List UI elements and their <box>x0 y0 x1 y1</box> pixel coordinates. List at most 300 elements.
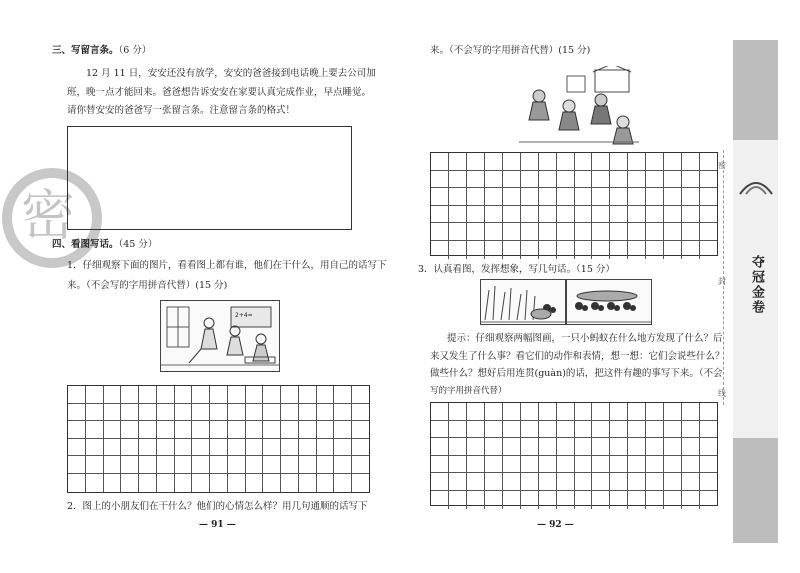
grid-cell <box>646 403 664 421</box>
section3-para-line: 班，晚一点才能回来。爸爸想告诉安安在家要认真完成作业，早点睡觉。 <box>67 87 372 98</box>
section3-para-line: 请你替安安的爸爸写一张留言条。注意留言条的格式！ <box>67 105 296 116</box>
grid-cell <box>210 421 228 439</box>
grid-cell <box>228 456 246 474</box>
grid-cell <box>503 438 521 456</box>
grid-cell <box>521 188 539 206</box>
grid-row <box>431 153 717 171</box>
ant-panel-1 <box>480 279 566 325</box>
grid-cell <box>485 473 503 491</box>
grid-cell <box>352 386 369 404</box>
grid-cell <box>299 421 317 439</box>
grid-cell <box>664 153 682 171</box>
grid-cell <box>700 241 717 259</box>
grid-cell <box>86 421 104 439</box>
grid-cell <box>449 171 467 189</box>
grid-cell <box>682 438 700 456</box>
grid-cell <box>592 153 610 171</box>
grid-cell <box>664 206 682 224</box>
grid-cell <box>521 241 539 259</box>
grid-cell <box>246 386 264 404</box>
grid-cell <box>539 206 557 224</box>
grid-cell <box>431 456 449 474</box>
right-page <box>400 0 730 573</box>
brand-title: 夺冠金卷 <box>749 255 764 315</box>
grid-cell <box>592 491 610 509</box>
q2-prompt-cont: 来。（不会写的字用拼音代替）(15 分) <box>430 45 591 56</box>
grid-cell <box>334 474 352 492</box>
grid-cell <box>299 456 317 474</box>
grid-cell <box>521 421 539 439</box>
grid-cell <box>281 456 299 474</box>
grid-cell <box>628 223 646 241</box>
grid-cell <box>68 456 86 474</box>
sidebar-top-band <box>733 40 778 140</box>
grid-cell <box>700 421 717 439</box>
ant-panel-2 <box>566 279 652 325</box>
grid-cell <box>104 439 122 457</box>
grid-cell <box>664 421 682 439</box>
grid-cell <box>646 223 664 241</box>
grid-cell <box>503 456 521 474</box>
grid-cell <box>592 241 610 259</box>
grid-cell <box>352 474 369 492</box>
grid-cell <box>646 491 664 509</box>
cut-label-feng: 封 <box>718 277 726 286</box>
cut-label-mi: 密 <box>718 161 726 170</box>
grid-cell <box>68 386 86 404</box>
grid-cell <box>610 223 628 241</box>
grid-row <box>431 403 717 421</box>
grid-row <box>431 223 717 241</box>
grid-cell <box>575 241 593 259</box>
grid-row <box>68 456 369 474</box>
grid-row <box>431 206 717 224</box>
grid-cell <box>263 421 281 439</box>
grid-cell <box>317 386 335 404</box>
grid-cell <box>682 473 700 491</box>
grid-cell <box>682 456 700 474</box>
section4-heading <box>52 238 157 252</box>
grid-cell <box>228 421 246 439</box>
grid-cell <box>157 456 175 474</box>
grid-cell <box>352 404 369 422</box>
grid-cell <box>700 473 717 491</box>
grid-cell <box>467 153 485 171</box>
grid-cell <box>281 386 299 404</box>
grid-cell <box>157 421 175 439</box>
grid-cell <box>664 241 682 259</box>
grid-cell <box>557 456 575 474</box>
grid-cell <box>431 206 449 224</box>
grid-cell <box>121 404 139 422</box>
grid-cell <box>592 438 610 456</box>
grid-cell <box>610 456 628 474</box>
grid-cell <box>467 188 485 206</box>
grid-cell <box>521 491 539 509</box>
grid-cell <box>646 421 664 439</box>
q2-writing-grid[interactable] <box>430 152 718 256</box>
grid-cell <box>334 421 352 439</box>
grid-cell <box>521 438 539 456</box>
grid-cell <box>592 188 610 206</box>
grid-cell <box>139 474 157 492</box>
grid-row <box>68 404 369 422</box>
q3-prompt: 3．认真看图，发挥想象，写几句话。（15 分） <box>418 264 615 275</box>
grid-cell <box>628 456 646 474</box>
brand-sidebar <box>733 40 778 543</box>
grid-cell <box>121 439 139 457</box>
grid-cell <box>192 421 210 439</box>
grid-cell <box>521 153 539 171</box>
grid-cell <box>467 456 485 474</box>
grid-cell <box>700 491 717 509</box>
grid-cell <box>646 188 664 206</box>
grid-row <box>68 386 369 404</box>
grid-cell <box>299 404 317 422</box>
grid-row <box>431 473 717 491</box>
grid-cell <box>521 473 539 491</box>
grid-cell <box>121 474 139 492</box>
grid-cell <box>485 456 503 474</box>
grid-cell <box>246 456 264 474</box>
grid-cell <box>192 456 210 474</box>
grid-cell <box>485 491 503 509</box>
grid-cell <box>646 153 664 171</box>
grid-cell <box>628 491 646 509</box>
grid-cell <box>192 474 210 492</box>
seal-char: 密 <box>21 184 75 247</box>
grid-cell <box>628 188 646 206</box>
grid-cell <box>139 404 157 422</box>
grid-cell <box>263 404 281 422</box>
classroom-drawing <box>161 301 279 371</box>
grid-cell <box>175 456 193 474</box>
grid-cell <box>104 474 122 492</box>
grid-cell <box>246 439 264 457</box>
grid-cell <box>503 473 521 491</box>
grid-cell <box>246 421 264 439</box>
grid-cell <box>139 439 157 457</box>
grid-cell <box>646 438 664 456</box>
grid-cell <box>352 421 369 439</box>
grid-cell <box>263 456 281 474</box>
grid-cell <box>449 491 467 509</box>
grid-cell <box>592 206 610 224</box>
grid-cell <box>317 404 335 422</box>
grid-cell <box>317 474 335 492</box>
grid-row <box>68 474 369 492</box>
grid-cell <box>539 188 557 206</box>
grid-cell <box>682 223 700 241</box>
grid-cell <box>557 171 575 189</box>
grid-cell <box>175 474 193 492</box>
hint-line: 做些什么？想好后用连贯(guàn)的话，把这件有趣的事写下来。（不会 <box>430 368 723 379</box>
grid-cell <box>503 206 521 224</box>
grid-cell <box>68 474 86 492</box>
page-number-left: — 91 — <box>199 520 236 530</box>
grid-cell <box>210 386 228 404</box>
grid-cell <box>485 171 503 189</box>
grid-cell <box>485 438 503 456</box>
grid-cell <box>139 386 157 404</box>
grid-row <box>431 438 717 456</box>
grid-cell <box>539 223 557 241</box>
grid-cell <box>610 421 628 439</box>
grid-cell <box>682 188 700 206</box>
grid-cell <box>646 473 664 491</box>
grid-cell <box>228 439 246 457</box>
grid-cell <box>539 241 557 259</box>
grid-cell <box>86 456 104 474</box>
grid-cell <box>521 456 539 474</box>
grid-cell <box>521 223 539 241</box>
grid-cell <box>575 438 593 456</box>
grid-cell <box>86 439 104 457</box>
grid-cell <box>485 188 503 206</box>
grid-cell <box>192 404 210 422</box>
grid-cell <box>431 491 449 509</box>
grid-cell <box>628 438 646 456</box>
q1-prompt-line: 1．仔细观察下面的图片，看看图上都有谁，他们在干什么，用自己的话写下 <box>67 260 387 271</box>
grid-cell <box>449 473 467 491</box>
section4-title: 四、看图写话。 <box>52 239 119 250</box>
grid-cell <box>104 456 122 474</box>
grid-cell <box>139 421 157 439</box>
grid-cell <box>503 403 521 421</box>
grid-row <box>431 171 717 189</box>
grid-cell <box>557 438 575 456</box>
grid-cell <box>299 439 317 457</box>
grid-row <box>68 439 369 457</box>
grid-cell <box>664 171 682 189</box>
grid-cell <box>485 206 503 224</box>
grid-cell <box>539 153 557 171</box>
grid-cell <box>104 386 122 404</box>
grid-cell <box>104 404 122 422</box>
grid-cell <box>610 171 628 189</box>
grid-cell <box>700 223 717 241</box>
grid-cell <box>575 421 593 439</box>
grid-cell <box>539 171 557 189</box>
grid-cell <box>610 188 628 206</box>
grid-cell <box>557 491 575 509</box>
grid-cell <box>521 206 539 224</box>
q3-writing-grid[interactable] <box>430 402 718 506</box>
grid-cell <box>682 421 700 439</box>
grid-cell <box>431 421 449 439</box>
grid-cell <box>575 206 593 224</box>
publisher-logo <box>738 170 774 198</box>
grid-cell <box>68 421 86 439</box>
grid-cell <box>121 421 139 439</box>
grid-cell <box>334 386 352 404</box>
grid-cell <box>467 223 485 241</box>
section3-title: 三、写留言条。 <box>52 45 119 56</box>
grid-cell <box>467 206 485 224</box>
grid-cell <box>557 241 575 259</box>
grid-cell <box>210 474 228 492</box>
grid-cell <box>539 456 557 474</box>
grid-cell <box>682 241 700 259</box>
grid-row <box>431 491 717 509</box>
grid-cell <box>628 241 646 259</box>
page-number-right: — 92 — <box>537 520 574 530</box>
grid-cell <box>467 171 485 189</box>
grid-cell <box>485 153 503 171</box>
grid-cell <box>281 439 299 457</box>
grid-cell <box>646 206 664 224</box>
grid-cell <box>228 386 246 404</box>
grid-cell <box>646 171 664 189</box>
grid-cell <box>263 439 281 457</box>
grid-cell <box>700 188 717 206</box>
playground-illustration <box>519 66 639 146</box>
grid-row <box>68 421 369 439</box>
ant-scene-1 <box>481 280 565 324</box>
grid-cell <box>700 171 717 189</box>
grid-cell <box>682 171 700 189</box>
grid-cell <box>246 404 264 422</box>
grid-cell <box>664 188 682 206</box>
grid-cell <box>557 403 575 421</box>
grid-cell <box>610 438 628 456</box>
grid-cell <box>628 421 646 439</box>
grid-row <box>431 241 717 259</box>
grid-cell <box>628 206 646 224</box>
grid-cell <box>157 439 175 457</box>
grid-cell <box>592 171 610 189</box>
hint-line: 写的字用拼音代替） <box>430 386 507 396</box>
q2-prompt-line: 2．图上的小朋友们在干什么？他们的心情怎么样？用几句通顺的话写下 <box>67 501 368 512</box>
grid-cell <box>431 403 449 421</box>
grid-cell <box>575 188 593 206</box>
q1-prompt-line: 来。（不会写的字用拼音代替）(15 分) <box>67 280 228 291</box>
grid-cell <box>86 404 104 422</box>
grid-cell <box>592 421 610 439</box>
grid-cell <box>610 491 628 509</box>
section3-score: （6 分） <box>118 45 152 56</box>
grid-cell <box>449 241 467 259</box>
blackboard-text: 2+4= <box>235 312 253 319</box>
grid-cell <box>557 473 575 491</box>
grid-cell <box>175 421 193 439</box>
grid-cell <box>228 404 246 422</box>
grid-cell <box>539 438 557 456</box>
grid-cell <box>449 206 467 224</box>
grid-cell <box>121 456 139 474</box>
ant-scene-2 <box>567 280 651 324</box>
grid-cell <box>664 438 682 456</box>
grid-cell <box>557 206 575 224</box>
grid-cell <box>334 404 352 422</box>
grid-cell <box>210 439 228 457</box>
grid-cell <box>210 456 228 474</box>
grid-cell <box>700 206 717 224</box>
grid-cell <box>610 206 628 224</box>
grid-cell <box>449 403 467 421</box>
grid-cell <box>68 439 86 457</box>
grid-cell <box>68 404 86 422</box>
grid-cell <box>210 404 228 422</box>
grid-cell <box>592 456 610 474</box>
grid-cell <box>557 223 575 241</box>
grid-cell <box>449 456 467 474</box>
grid-cell <box>610 153 628 171</box>
grid-cell <box>281 474 299 492</box>
grid-cell <box>449 438 467 456</box>
grid-cell <box>431 438 449 456</box>
grid-cell <box>664 473 682 491</box>
grid-cell <box>352 439 369 457</box>
grid-cell <box>503 153 521 171</box>
grid-cell <box>539 403 557 421</box>
grid-cell <box>592 403 610 421</box>
grid-cell <box>485 223 503 241</box>
grid-cell <box>628 171 646 189</box>
grid-cell <box>503 241 521 259</box>
grid-cell <box>646 241 664 259</box>
grid-cell <box>628 403 646 421</box>
grid-cell <box>682 403 700 421</box>
grid-cell <box>449 223 467 241</box>
grid-cell <box>592 473 610 491</box>
grid-cell <box>485 421 503 439</box>
grid-cell <box>503 188 521 206</box>
grid-cell <box>431 188 449 206</box>
grid-cell <box>628 153 646 171</box>
grid-cell <box>157 404 175 422</box>
grid-cell <box>263 474 281 492</box>
grid-cell <box>700 456 717 474</box>
grid-cell <box>610 403 628 421</box>
grid-cell <box>700 153 717 171</box>
grid-cell <box>521 171 539 189</box>
section3-para-line: 12 月 11 日，安安还没有放学，安安的爸爸接到电话晚上要去公司加 <box>86 68 376 79</box>
grid-cell <box>175 386 193 404</box>
grid-cell <box>610 241 628 259</box>
grid-cell <box>539 421 557 439</box>
cut-label-xian: 线 <box>718 389 726 398</box>
grid-cell <box>431 171 449 189</box>
grid-cell <box>467 491 485 509</box>
grid-cell <box>246 474 264 492</box>
grid-cell <box>317 421 335 439</box>
grid-cell <box>121 386 139 404</box>
grid-cell <box>86 386 104 404</box>
grid-cell <box>157 386 175 404</box>
sidebar-bottom-band <box>733 438 778 543</box>
grid-cell <box>485 241 503 259</box>
q1-writing-grid[interactable] <box>67 385 370 493</box>
grid-cell <box>700 403 717 421</box>
grid-cell <box>299 386 317 404</box>
grid-cell <box>610 473 628 491</box>
grid-cell <box>664 456 682 474</box>
grid-row <box>431 188 717 206</box>
grid-cell <box>575 171 593 189</box>
grid-cell <box>449 188 467 206</box>
playground-drawing <box>519 66 639 146</box>
grid-cell <box>281 404 299 422</box>
grid-cell <box>431 241 449 259</box>
memo-writing-box[interactable] <box>67 126 352 230</box>
grid-cell <box>575 491 593 509</box>
grid-row <box>431 421 717 439</box>
grid-cell <box>467 438 485 456</box>
grid-cell <box>485 403 503 421</box>
grid-cell <box>539 473 557 491</box>
grid-cell <box>467 403 485 421</box>
